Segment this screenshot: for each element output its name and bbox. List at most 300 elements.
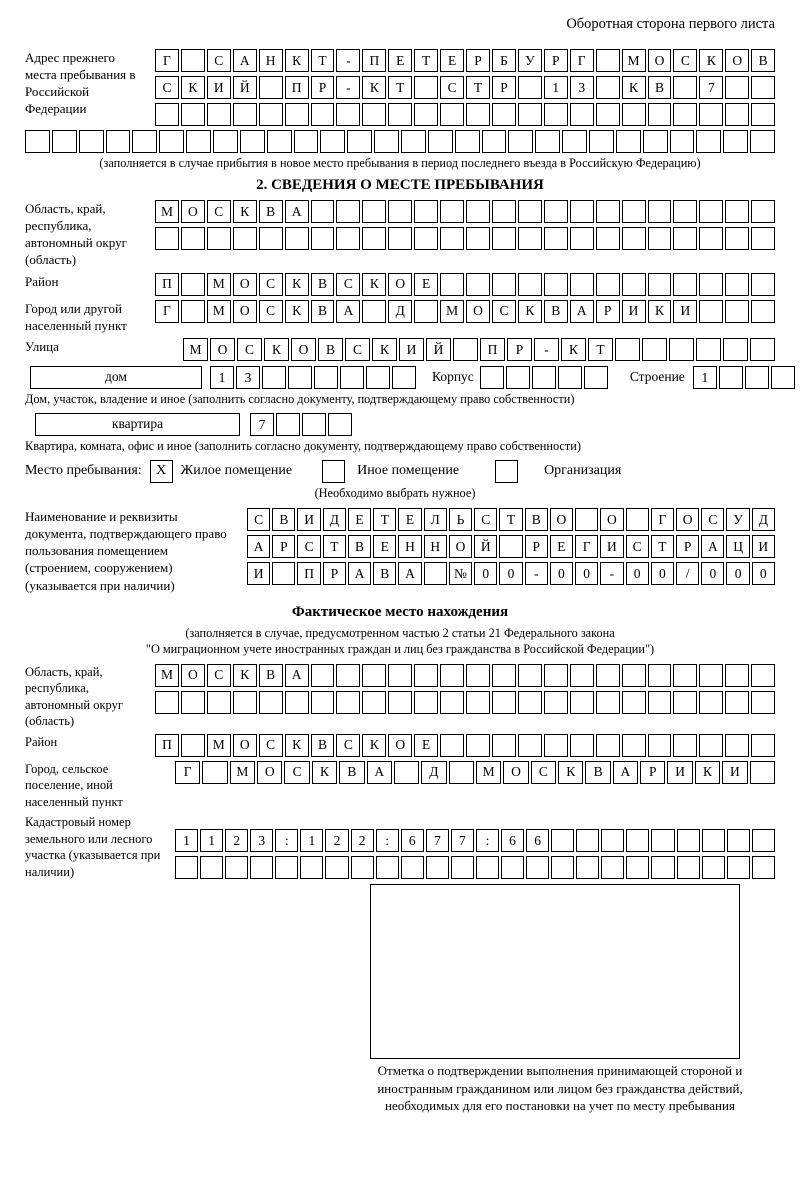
char-box: А [570, 300, 594, 323]
char-box [440, 227, 464, 250]
char-box [328, 413, 352, 436]
char-box [414, 691, 438, 714]
char-box: В [311, 273, 335, 296]
char-box [285, 227, 309, 250]
char-box [725, 664, 749, 687]
char-box: 2 [325, 829, 348, 852]
char-box [466, 227, 490, 250]
char-box [626, 829, 649, 852]
char-box [601, 856, 624, 879]
char-box [288, 366, 312, 389]
char-box [414, 103, 438, 126]
char-box [699, 734, 723, 757]
char-box [570, 691, 594, 714]
char-box: И [667, 761, 692, 784]
char-box: И [600, 535, 623, 558]
char-box [276, 413, 300, 436]
char-box: К [362, 734, 386, 757]
char-box [259, 103, 283, 126]
char-box: С [345, 338, 370, 361]
char-box: Е [373, 535, 396, 558]
char-box [311, 664, 335, 687]
char-box [440, 103, 464, 126]
cadastre-rows [175, 814, 775, 879]
char-box [745, 366, 769, 389]
char-box: Ь [449, 508, 472, 531]
city2-label: Город, сельское поселение, иной населенный пункт [25, 761, 123, 809]
char-box: С [673, 49, 697, 72]
char-box: 0 [726, 562, 749, 585]
region2-field [25, 664, 775, 730]
char-box: Н [398, 535, 421, 558]
char-box: О [210, 338, 235, 361]
char-box [52, 130, 77, 153]
char-box [673, 227, 697, 250]
char-box [551, 856, 574, 879]
char-box: О [466, 300, 490, 323]
char-box [336, 664, 360, 687]
char-box: Р [596, 300, 620, 323]
char-box: М [207, 300, 231, 323]
char-box [336, 691, 360, 714]
char-box [696, 338, 721, 361]
char-box [466, 734, 490, 757]
char-box: 0 [752, 562, 775, 585]
char-box: В [648, 76, 672, 99]
char-box [751, 734, 775, 757]
house-row [25, 366, 775, 389]
option-inoe-label: Иное помещение [357, 463, 460, 479]
char-box [535, 130, 560, 153]
option-zhiloe-label: Жилое помещение [180, 463, 293, 479]
char-box [751, 273, 775, 296]
char-box [696, 130, 721, 153]
confirmation-stamp-box [370, 884, 740, 1059]
char-box [466, 664, 490, 687]
char-box: 0 [474, 562, 497, 585]
char-box [181, 227, 205, 250]
char-box: О [233, 300, 257, 323]
char-box: В [525, 508, 548, 531]
char-box: Д [752, 508, 775, 531]
char-box: О [388, 734, 412, 757]
char-box: С [259, 734, 283, 757]
char-box [401, 130, 426, 153]
char-box: А [285, 200, 309, 223]
house-label-box: дом [30, 366, 202, 389]
char-box: : [476, 829, 499, 852]
char-box [414, 227, 438, 250]
char-box [207, 691, 231, 714]
char-box [492, 103, 516, 126]
char-box [648, 664, 672, 687]
char-box [518, 691, 542, 714]
char-box: С [155, 76, 179, 99]
house-number-boxes [210, 366, 416, 389]
char-box [362, 664, 386, 687]
char-box: О [291, 338, 316, 361]
char-box [466, 273, 490, 296]
char-box: В [272, 508, 295, 531]
char-box: Р [311, 76, 335, 99]
char-box: Д [323, 508, 346, 531]
prev-address-row-4 [25, 130, 775, 153]
char-box [455, 130, 480, 153]
char-box [250, 856, 273, 879]
char-box: В [585, 761, 610, 784]
cadastre-label: Кадастровый номер земельного или лесного участка (указывается при наличии) [25, 815, 161, 879]
char-box [340, 366, 364, 389]
char-box [673, 734, 697, 757]
char-box [570, 103, 594, 126]
char-box [132, 130, 157, 153]
char-box [596, 103, 620, 126]
char-box: 7 [426, 829, 449, 852]
char-box: 3 [250, 829, 273, 852]
district2-label: Район [25, 734, 58, 749]
char-box: Р [507, 338, 532, 361]
char-box [699, 664, 723, 687]
char-box: Е [348, 508, 371, 531]
char-box [576, 856, 599, 879]
char-box: С [531, 761, 556, 784]
char-box: Е [414, 734, 438, 757]
char-box [596, 691, 620, 714]
city1-field [25, 300, 775, 334]
char-box [673, 200, 697, 223]
char-box: 3 [570, 76, 594, 99]
actual-location-note-2: "О миграционном учете иностранных граждан и лиц без гражданства в Российской Федерации") [145, 641, 655, 656]
char-box: С [284, 761, 309, 784]
char-box: С [336, 273, 360, 296]
char-box [492, 227, 516, 250]
stay-type-label: Место пребывания: [25, 463, 142, 479]
char-box: М [207, 273, 231, 296]
char-box: 2 [351, 829, 374, 852]
char-box: Н [259, 49, 283, 72]
prev-address-label: Адрес прежнего места пребывания в Российской Федерации [25, 50, 136, 117]
char-box [240, 130, 265, 153]
char-box: О [648, 49, 672, 72]
char-box: О [449, 535, 472, 558]
char-box [544, 664, 568, 687]
char-box: В [259, 200, 283, 223]
char-box [272, 562, 295, 585]
char-box: К [285, 300, 309, 323]
char-box: М [440, 300, 464, 323]
char-box [626, 508, 649, 531]
char-box: И [752, 535, 775, 558]
char-box: К [264, 338, 289, 361]
char-box: В [318, 338, 343, 361]
char-box [596, 273, 620, 296]
char-box: Р [640, 761, 665, 784]
char-box: О [550, 508, 573, 531]
char-box [622, 273, 646, 296]
char-box [575, 508, 598, 531]
char-box [526, 856, 549, 879]
char-box [175, 856, 198, 879]
char-box: Ц [726, 535, 749, 558]
char-box: В [373, 562, 396, 585]
section2-title: 2. СВЕДЕНИЯ О МЕСТЕ ПРЕБЫВАНИЯ [256, 176, 544, 193]
char-box [752, 856, 775, 879]
char-box: У [518, 49, 542, 72]
stroenie-boxes [693, 366, 795, 389]
char-box: А [348, 562, 371, 585]
char-box [259, 76, 283, 99]
char-box [648, 734, 672, 757]
region2-row-1 [155, 664, 775, 687]
char-box: Г [651, 508, 674, 531]
char-box: 3 [236, 366, 260, 389]
char-box: М [183, 338, 208, 361]
char-box: Й [474, 535, 497, 558]
char-box [325, 856, 348, 879]
char-box [751, 103, 775, 126]
char-box: Р [676, 535, 699, 558]
char-box: Й [233, 76, 257, 99]
char-box [440, 734, 464, 757]
char-box [699, 103, 723, 126]
char-box: К [312, 761, 337, 784]
char-box: В [311, 300, 335, 323]
char-box [616, 130, 641, 153]
char-box [751, 227, 775, 250]
char-box: 7 [699, 76, 723, 99]
char-box: О [181, 664, 205, 687]
char-box: № [449, 562, 472, 585]
region2-label: Область, край, республика, автономный округ (область) [25, 664, 123, 729]
char-box [285, 103, 309, 126]
checkbox-zhiloe: X [150, 460, 173, 483]
char-box: Е [550, 535, 573, 558]
char-box [336, 200, 360, 223]
city2-field [25, 761, 775, 811]
char-box [506, 366, 530, 389]
char-box [186, 130, 211, 153]
char-box [622, 227, 646, 250]
stay-type-row [25, 460, 775, 483]
char-box [314, 366, 338, 389]
char-box [480, 366, 504, 389]
char-box [699, 273, 723, 296]
char-box: : [376, 829, 399, 852]
char-box [181, 300, 205, 323]
char-box [207, 103, 231, 126]
apartment-note: Квартира, комната, офис и иное (заполнить согласно документу, подтверждающему право собственности) [25, 438, 581, 453]
char-box [451, 856, 474, 879]
char-box [750, 761, 775, 784]
prev-address-note: (заполняется в случае прибытия в новое место пребывания в период последнего въезда в Российскую Федерацию) [99, 156, 701, 170]
char-box: К [695, 761, 720, 784]
char-box [725, 691, 749, 714]
char-box [601, 829, 624, 852]
char-box: - [336, 76, 360, 99]
char-box: - [600, 562, 623, 585]
char-box [388, 103, 412, 126]
char-box: А [398, 562, 421, 585]
char-box: / [676, 562, 699, 585]
char-box [751, 300, 775, 323]
option-org-label: Организация [544, 463, 622, 479]
char-box: П [362, 49, 386, 72]
char-box [336, 103, 360, 126]
char-box: Г [175, 761, 200, 784]
region2-rows [155, 664, 775, 714]
char-box [518, 664, 542, 687]
street-field [25, 338, 775, 361]
char-box [518, 76, 542, 99]
char-box [570, 664, 594, 687]
document-rows [247, 508, 775, 585]
char-box [699, 227, 723, 250]
char-box [673, 103, 697, 126]
char-box: К [518, 300, 542, 323]
char-box [727, 856, 750, 879]
document-field [25, 508, 775, 594]
char-box: В [259, 664, 283, 687]
char-box: П [155, 734, 179, 757]
char-box [362, 691, 386, 714]
char-box: Р [466, 49, 490, 72]
document-row-2 [247, 535, 775, 558]
char-box: К [285, 273, 309, 296]
char-box [596, 49, 620, 72]
char-box [449, 761, 474, 784]
region1-row-2 [155, 227, 775, 250]
char-box: С [207, 200, 231, 223]
char-box: Т [588, 338, 613, 361]
char-box [362, 227, 386, 250]
char-box [440, 273, 464, 296]
char-box: С [440, 76, 464, 99]
char-box: 0 [575, 562, 598, 585]
char-box [440, 200, 464, 223]
char-box: 6 [526, 829, 549, 852]
char-box [670, 130, 695, 153]
document-label: Наименование и реквизиты документа, подтверждающего право пользования помещением (строением, сооружением) (указывается при наличии) [25, 508, 227, 593]
char-box: Б [492, 49, 516, 72]
char-box: И [673, 300, 697, 323]
char-box [673, 691, 697, 714]
char-box: 1 [200, 829, 223, 852]
char-box: К [699, 49, 723, 72]
char-box [544, 734, 568, 757]
char-box: К [622, 76, 646, 99]
house-note: Дом, участок, владение и иное (заполнить согласно документу, подтверждающему право собственности) [25, 391, 575, 406]
cadastre-row-1 [175, 829, 775, 852]
char-box [551, 829, 574, 852]
char-box [440, 691, 464, 714]
char-box: Т [499, 508, 522, 531]
char-box: Г [155, 49, 179, 72]
cadastre-field [25, 814, 775, 880]
char-box: 0 [701, 562, 724, 585]
char-box: О [725, 49, 749, 72]
char-box: С [492, 300, 516, 323]
char-box [207, 227, 231, 250]
char-box: А [247, 535, 270, 558]
char-box: 1 [693, 366, 717, 389]
char-box [347, 130, 372, 153]
char-box [200, 856, 223, 879]
char-box [181, 734, 205, 757]
char-box: - [336, 49, 360, 72]
char-box [492, 664, 516, 687]
char-box [622, 691, 646, 714]
char-box: П [297, 562, 320, 585]
char-box [725, 300, 749, 323]
char-box [544, 103, 568, 126]
stay-type-note: (Необходимо выбрать нужное) [314, 485, 476, 500]
district1-row [155, 273, 775, 296]
char-box [424, 562, 447, 585]
char-box: Н [424, 535, 447, 558]
char-box [673, 76, 697, 99]
char-box [751, 76, 775, 99]
region1-label: Область, край, республика, автономный округ (область) [25, 200, 127, 268]
district2-row [155, 734, 775, 757]
char-box: С [259, 273, 283, 296]
char-box: Т [466, 76, 490, 99]
char-box: Т [651, 535, 674, 558]
char-box [648, 200, 672, 223]
char-box [259, 227, 283, 250]
actual-location-title: Фактическое место нахождения [291, 603, 509, 620]
char-box [311, 200, 335, 223]
district1-label: Район [25, 273, 59, 289]
char-box [723, 338, 748, 361]
char-box [476, 856, 499, 879]
korpus-label: Корпус [432, 369, 474, 385]
char-box: С [207, 49, 231, 72]
char-box: В [311, 734, 335, 757]
char-box [414, 664, 438, 687]
region1-rows [155, 200, 775, 250]
char-box: М [207, 734, 231, 757]
char-box [751, 664, 775, 687]
char-box: О [600, 508, 623, 531]
char-box: Л [424, 508, 447, 531]
char-box: М [230, 761, 255, 784]
char-box [388, 664, 412, 687]
char-box [376, 856, 399, 879]
char-box [336, 227, 360, 250]
char-box [751, 691, 775, 714]
char-box: 1 [300, 829, 323, 852]
char-box [262, 366, 286, 389]
char-box [669, 338, 694, 361]
char-box [622, 200, 646, 223]
checkbox-org [495, 460, 518, 483]
char-box: В [348, 535, 371, 558]
char-box: К [648, 300, 672, 323]
char-box: И [247, 562, 270, 585]
char-box [233, 691, 257, 714]
char-box [727, 829, 750, 852]
char-box: К [561, 338, 586, 361]
region1-row-1 [155, 200, 775, 223]
char-box [426, 856, 449, 879]
char-box [155, 691, 179, 714]
char-box [750, 338, 775, 361]
char-box [584, 366, 608, 389]
char-box [482, 130, 507, 153]
city1-row [155, 300, 775, 323]
confirmation-caption: Отметка о подтверждении выполнения принимающей стороной и иностранным гражданином или лицом без гражданства действий, необходимых для его постановки на учет по месту пребывания [377, 1063, 743, 1114]
char-box: Г [570, 49, 594, 72]
